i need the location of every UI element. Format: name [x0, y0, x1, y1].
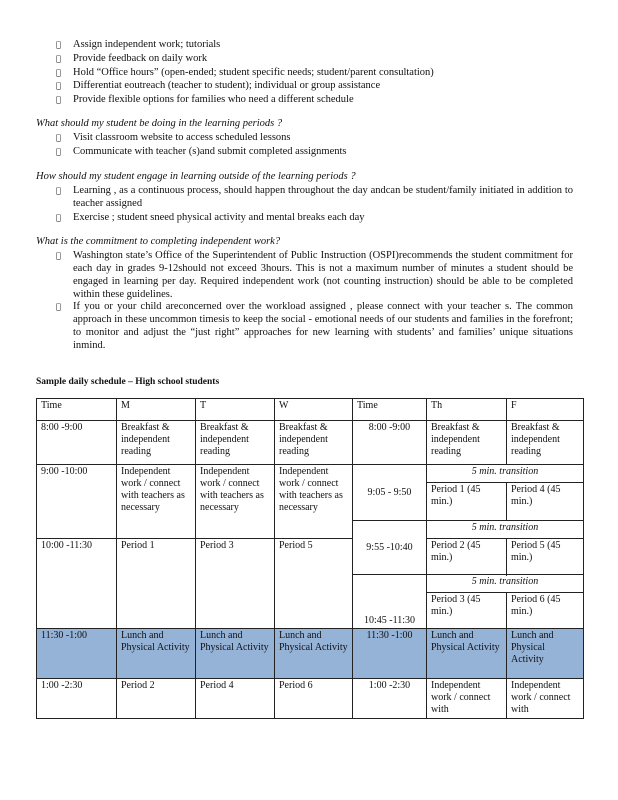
- table-cell: Period 4 (45 min.): [507, 483, 584, 521]
- bullet-icon: [56, 131, 61, 144]
- table-cell: Period 6 (45 min.): [507, 593, 584, 629]
- table-cell: Lunch and Physical Activity: [275, 629, 353, 679]
- table-cell: Lunch and Physical Activity: [196, 629, 275, 679]
- bullet-icon: [56, 300, 61, 313]
- table-cell: Period 1 (45 min.): [427, 483, 507, 521]
- transition-cell: 5 min. transition: [427, 521, 584, 539]
- table-cell: Independent work / connect with teachers as necessary: [275, 465, 353, 539]
- bullet-icon: [56, 38, 61, 51]
- time-cell: 1:00 -2:30: [37, 679, 117, 719]
- header-cell: F: [507, 399, 584, 421]
- table-cell: Period 5 (45 min.): [507, 539, 584, 575]
- table-header-row: [37, 399, 584, 421]
- table-cell: Independent work / connect with teachers as necessary: [117, 465, 196, 539]
- table-cell: Lunch and Physical Activity: [117, 629, 196, 679]
- transition-cell: 5 min. transition: [427, 465, 584, 483]
- table-cell: Period 2: [117, 679, 196, 719]
- table-cell: Breakfast & independent reading: [507, 421, 584, 465]
- schedule-table: [36, 398, 584, 719]
- table-cell: Independent work / connect with teachers as necessary: [196, 465, 275, 539]
- table-cell: Period 2 (45 min.): [427, 539, 507, 575]
- header-cell: T: [196, 399, 275, 421]
- table-cell: Period 4: [196, 679, 275, 719]
- bullet-icon: [56, 66, 61, 79]
- time-cell: 1:00 -2:30: [353, 679, 427, 719]
- table-row: [37, 679, 584, 719]
- question-heading: What should my student be doing in the learning periods ?: [36, 118, 283, 129]
- table-cell: Lunch and Physical Activity: [507, 629, 584, 679]
- table-cell: Period 1: [117, 539, 196, 629]
- table-cell: Lunch and Physical Activity: [427, 629, 507, 679]
- time-cell: 11:30 -1:00: [353, 629, 427, 679]
- list-item-text: Differentiat eoutreach (teacher to student); individual or group assistance: [73, 80, 381, 91]
- time-cell: 9:55 -10:40: [353, 521, 427, 575]
- table-cell: Period 3 (45 min.): [427, 593, 507, 629]
- header-cell: W: [275, 399, 353, 421]
- time-cell: 10:45 -11:30: [353, 575, 427, 629]
- bullet-icon: [56, 249, 61, 262]
- list-item-text: Visit classroom website to access scheduled lessons: [73, 132, 291, 143]
- header-cell: M: [117, 399, 196, 421]
- table-cell: Independent work / connect with: [507, 679, 584, 719]
- table-cell: Breakfast & independent reading: [196, 421, 275, 465]
- table-cell: Period 5: [275, 539, 353, 629]
- list-item-text: Communicate with teacher (s)and submit completed assignments: [73, 146, 347, 157]
- table-cell: Breakfast & independent reading: [427, 421, 507, 465]
- time-cell: 11:30 -1:00: [37, 629, 117, 679]
- time-cell: 10:00 -11:30: [37, 539, 117, 629]
- table-cell: Independent work / connect with: [427, 679, 507, 719]
- time-cell: 9:05 - 9:50: [353, 465, 427, 521]
- table-row: [37, 465, 584, 483]
- table-row: [37, 421, 584, 465]
- bullet-icon: [56, 184, 61, 197]
- table-row: [37, 539, 584, 575]
- time-cell: 8:00 -9:00: [37, 421, 117, 465]
- list-item-text: Learning , as a continuous process, should happen throughout the day andcan be student/family initiated in addition to teacher assigned: [73, 185, 573, 209]
- list-item-text: Hold “Office hours” (open-ended; student specific needs; student/parent consultation): [73, 67, 434, 78]
- list-item-text: Provide flexible options for families who need a different schedule: [73, 94, 354, 105]
- time-cell: 9:00 -10:00: [37, 465, 117, 539]
- bullet-icon: [56, 52, 61, 65]
- bullet-icon: [56, 79, 61, 92]
- transition-cell: 5 min. transition: [427, 575, 584, 593]
- list-item-text: If you or your child areconcerned over the workload assigned , please connect with your teacher s. The common approach in these uncommon timesis to keep the social - emotional needs of our students and families in the forefront; to monitor and adjust the “just right” approaches for new learning with students’ and families’ unique situations inmind.: [73, 301, 573, 351]
- question-heading: What is the commitment to completing independent work?: [36, 236, 281, 247]
- bullet-icon: [56, 93, 61, 106]
- bullet-icon: [56, 211, 61, 224]
- header-cell: Time: [353, 399, 427, 421]
- table-cell: Breakfast & independent reading: [117, 421, 196, 465]
- table-cell: Period 3: [196, 539, 275, 629]
- list-item-text: Exercise ; student sneed physical activity and mental breaks each day: [73, 212, 365, 223]
- schedule-caption: Sample daily schedule – High school students: [36, 377, 220, 387]
- table-row: [37, 629, 584, 679]
- list-item-text: Washington state’s Office of the Superintendent of Public Instruction (OSPI)recommends the student commitment for each day in grades 9-12should not exceed 3hours. This is not a maximum number of minutes a student should be engaged in learning per day. Required independent work (not counting instruction) should be able to be completed within these guidelines.: [73, 250, 573, 300]
- list-item-text: Assign independent work; tutorials: [73, 39, 221, 50]
- header-cell: Time: [37, 399, 117, 421]
- header-cell: Th: [427, 399, 507, 421]
- table-cell: Breakfast & independent reading: [275, 421, 353, 465]
- list-item-text: Provide feedback on daily work: [73, 53, 208, 64]
- table-cell: Period 6: [275, 679, 353, 719]
- question-heading: How should my student engage in learning outside of the learning periods ?: [36, 171, 356, 182]
- time-cell: 8:00 -9:00: [353, 421, 427, 465]
- bullet-icon: [56, 145, 61, 158]
